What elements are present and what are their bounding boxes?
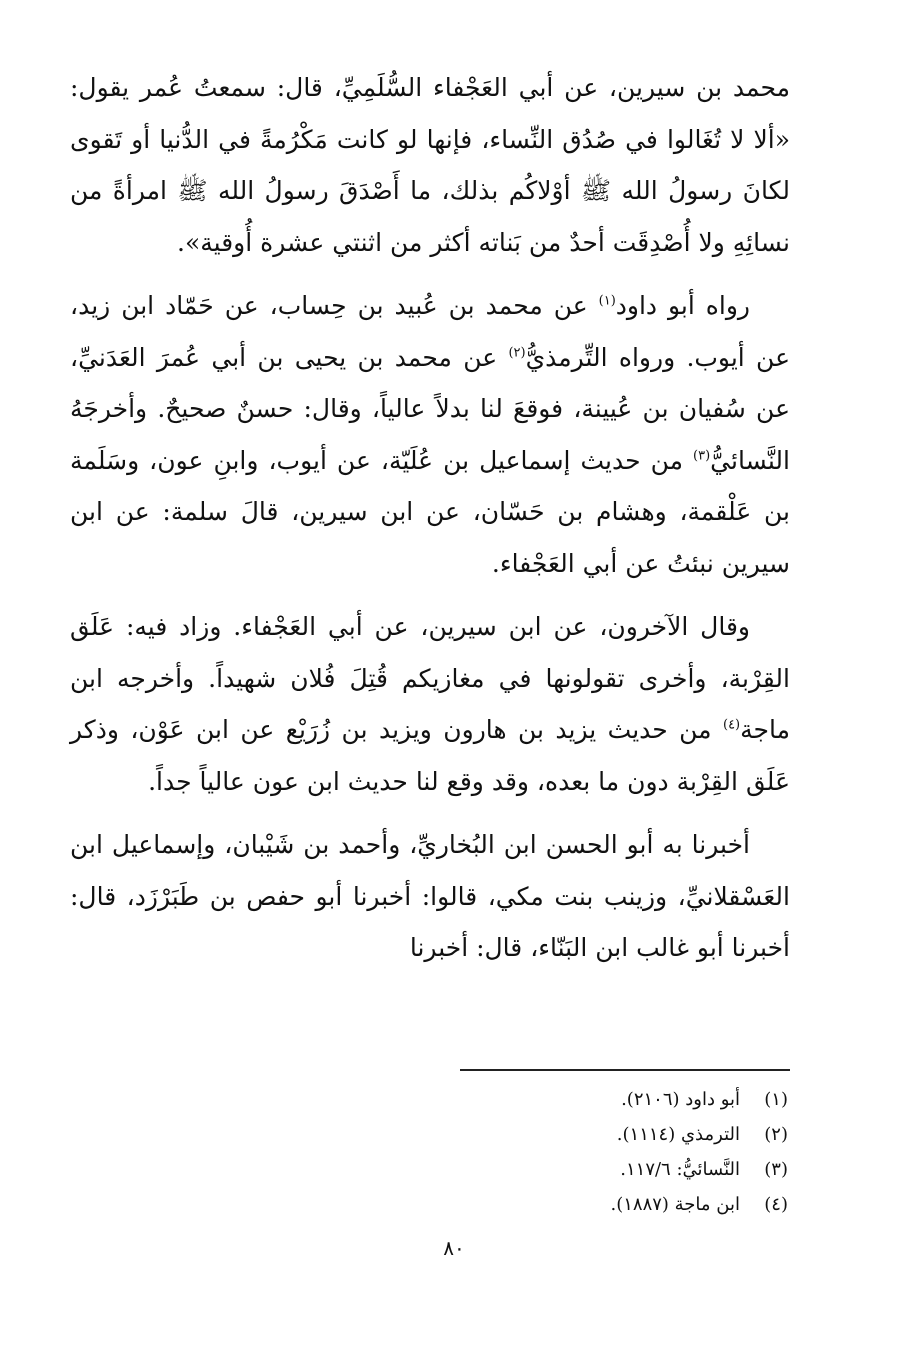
footnote-ref-4[interactable]: (٤) [722,717,741,733]
text-segment: عن محمد بن يحيى بن أبي عُمرَ العَدَنيِّ، عن سُفيان بن عُيينة، فوقعَ لنا بدلاً عالياً، وقال: حسنٌ صحيحٌ. وأخرجَهُ النَّسائيُّ [70,342,790,475]
footnote-2 [300,1117,788,1152]
footnote-text: الترمذي (١١١٤). [616,1124,740,1145]
footnote-number: (٣) [764,1159,788,1180]
footnote-text: ابن ماجة (١٨٨٧). [610,1194,740,1215]
footnote-text: أبو داود (٢١٠٦). [621,1089,740,1110]
footnotes [300,1082,788,1222]
footnote-3 [300,1152,788,1187]
footnote-number: (١) [764,1089,788,1110]
main-text [70,62,790,986]
paragraph-3 [70,601,790,807]
footnote-ref-3[interactable]: (٣) [693,448,711,464]
paragraph-2 [70,280,790,589]
text-segment: من حديث إسماعيل بن عُلَيّة، عن أيوب، وابنِ عون، وسَلَمة بن عَلْقمة، وهشام بن حَسّان، عن ابن سيرين، قالَ سلمة: عن ابن سيرين نبئتُ عن أبي العَجْفاء. [70,445,790,578]
footnote-number: (٢) [764,1124,788,1145]
footnote-text: النَّسائيُّ: ١١٧/٦. [620,1159,740,1180]
footnote-number: (٤) [764,1194,788,1215]
paragraph-1: محمد بن سيرين، عن أبي العَجْفاء السُّلَمِيِّ، قال: سمعتُ عُمر يقول: «ألا لا تُغَالوا في صُدُق النِّساء، فإنها لو كانت مَكْرُمةً في الدُّنيا أو تَقوى لكانَ رسولُ الله ﷺ أوْلاكُم بذلك، ما أَصْدَقَ رسولُ الله ﷺ امرأةً من نسائِهِ ولا أُصْدِقَت أحدٌ من بَناته أكثر من اثنتي عشرة أُوقية». [70,73,790,257]
paragraph-4: أخبرنا به أبو الحسن ابن البُخاريِّ، وأحمد بن شَيْبان، وإسماعيل ابن العَسْقلانيِّ، وزينب بنت مكي، قالوا: أخبرنا أبو حفص بن طَبَرْزَد، قال: أخبرنا أبو غالب ابن البَنّاء، قال: أخبرنا [70,830,790,962]
text-segment: عن محمد بن عُبيد بن حِساب، عن حَمّاد ابن زيد، عن أيوب. ورواه التِّرمذيُّ [70,291,790,372]
text-segment: من حديث يزيد بن هارون ويزيد بن زُرَيْع عن ابن عَوْن، وذكر عَلَق القِرْبة دون ما بعده، وقد وقع لنا حديث ابن عون عالياً جداً. [70,715,790,796]
footnote-ref-2[interactable]: (٢) [508,345,526,361]
text-segment: رواه أبو داود [615,291,751,320]
footnote-ref-1[interactable]: (١) [598,293,616,309]
footnote-4 [300,1187,788,1222]
footnote-separator [460,1069,790,1071]
text-segment: وقال الآخرون، عن ابن سيرين، عن أبي العَجْفاء. وزاد فيه: عَلَق القِرْبة، وأخرى تقولونها في مغازيكم قُتِلَ فُلان شهيداً. وأخرجه ابن ماجة [70,612,790,744]
page-number: ٨٠ [443,1236,465,1260]
footnote-1 [300,1082,788,1117]
